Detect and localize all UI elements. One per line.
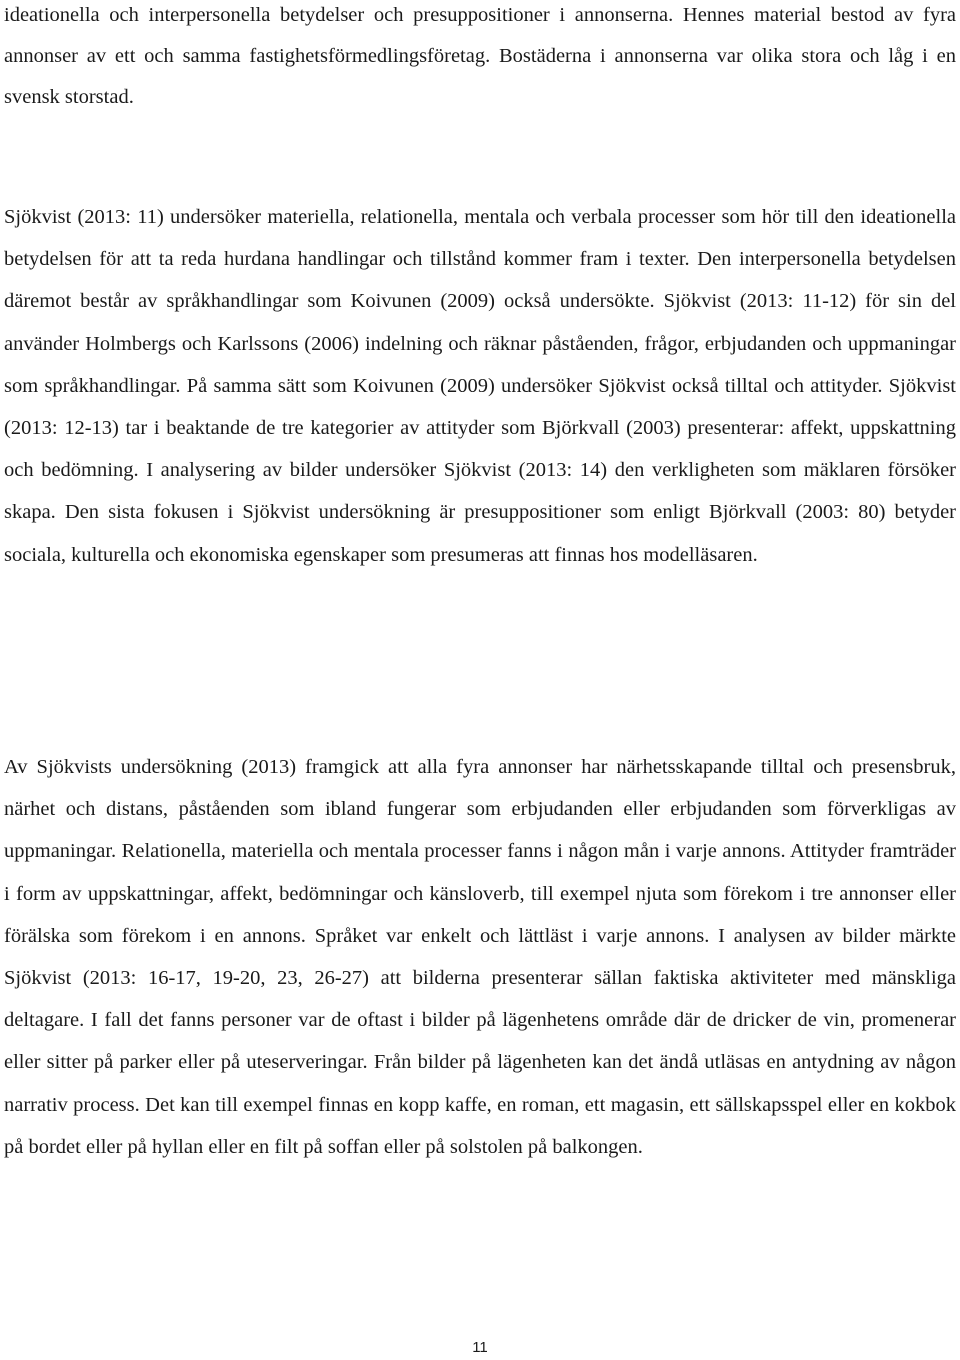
paragraph-continued: ideationella och interpersonella betydelser och presuppositioner i annonserna. Hennes material bestod av fyra annonser av ett och samma fastighetsförmedlingsföretag. Bostäderna i annonserna var olika stora och låg i en svensk storstad. — [4, 4, 956, 108]
paragraph-sjokvist-results: Av Sjökvists undersökning (2013) framgick att alla fyra annonser har närhetsskapande tilltal och presensbruk, närhet och distans, påståenden som ibland fungerar som erbjudanden eller erbjudanden som förverkligas av uppmaningar. Relationella, materiella och mentala processer fanns i någon mån i varje annons. Attityder framträder i form av uppskattningar, affekt, bedömningar och känsloverb, till exempel njuta som förekom i tre annonser eller förälska som förekom i en annons. Språket var enkelt och lättläst i varje annons. I analysen av bilder märkte Sjökvist (2013: 16-17, 19-20, 23, 26-27) att bilderna presenterar sällan faktiska aktiviteter med mänskliga deltagare. I fall det fanns personer var de oftast i bilder på lägenhetens område där de dricker de vin, promenerar eller sitter på parker eller på uteserveringar. Från bilder på lägenheten kan det ändå utläsas en antydning av någon narrativ process. Det kan till exempel finnas en kopp kaffe, en roman, ett magasin, ett sällskapsspel eller en kokbok på bordet eller på hyllan eller en filt på soffan eller på solstolen på balkongen. — [4, 756, 956, 1158]
page-number: 11 — [472, 1339, 488, 1356]
paragraph-sjokvist-method: Sjökvist (2013: 11) undersöker materiella, relationella, mentala och verbala processer som hör till den ideationella betydelsen för att ta reda hurdana handlingar och tillstånd kommer fram i texter. Den interpersonella betydelsen däremot består av språkhandlingar som Koivunen (2009) också undersökte. Sjökvist (2013: 11-12) för sin del använder Holmbergs och Karlssons (2006) indelning och räknar påståenden, frågor, erbjudanden och uppmaningar som språkhandlingar. På samma sätt som Koivunen (2009) undersöker Sjökvist också tilltal och attityder. Sjökvist (2013: 12-13) tar i beaktande de tre kategorier av attityder som Björkvall (2003) presenterar: affekt, uppskattning och bedömning. I analysering av bilder undersöker Sjökvist (2013: 14) den verkligheten som mäklaren försöker skapa. Den sista fokusen i Sjökvist undersökning är presuppositioner som enligt Björkvall (2003: 80) betyder sociala, kulturella och ekonomiska egenskaper som presumeras att finnas hos modelläsaren. — [4, 206, 956, 566]
